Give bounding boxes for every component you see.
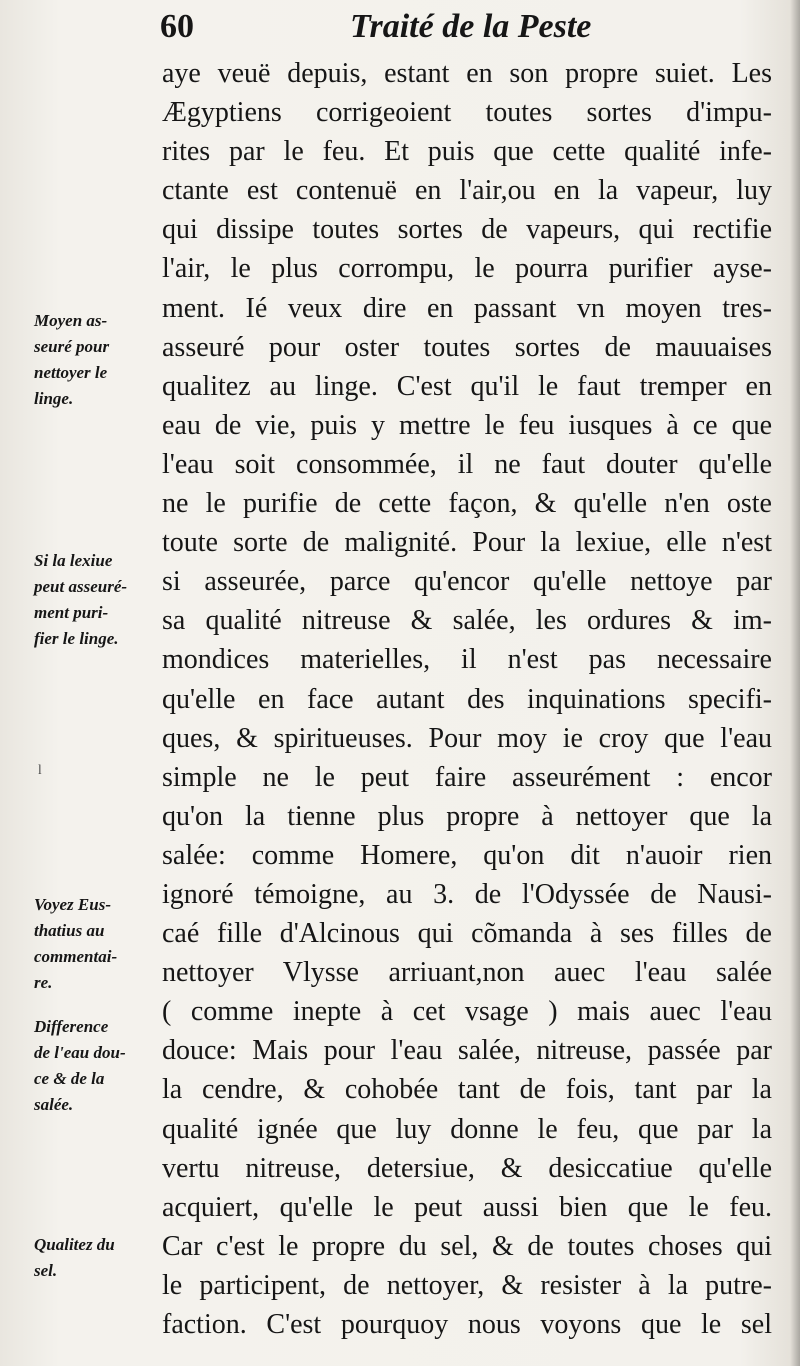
text-line: ment. Ié veux dire en passant vn moyen tres- xyxy=(162,292,772,324)
text-line: qu'elle en face autant des inquinations specifi- xyxy=(162,683,772,715)
text-line: la cendre, & cohobée tant de fois, tant par la xyxy=(162,1074,772,1106)
text-line: simple ne le peut faire asseurément : encor xyxy=(162,761,772,793)
text-line: mondices materielles, il n'est pas necessaire xyxy=(162,644,772,676)
text-line: si asseurée, parce qu'encor qu'elle nettoye par xyxy=(162,566,772,598)
text-line: toute sorte de malignité. Pour la lexiue, elle n'est xyxy=(162,527,772,559)
margin-note-difference: Difference de l'eau dou- ce & de la salée. xyxy=(34,1017,126,1114)
text-line: qu'on la tienne plus propre à nettoyer que la xyxy=(162,800,772,832)
text-line: sa qualité nitreuse & salée, les ordures & im- xyxy=(162,605,772,637)
text-line: ctante est contenuë en l'air,ou en la vapeur, luy xyxy=(162,175,772,207)
text-line: qui dissipe toutes sortes de vapeurs, qui rectifie xyxy=(162,214,772,246)
page-number: 60 xyxy=(160,8,194,45)
margin-note-eusthatius: Voyez Eus- thatius au commentai- re. xyxy=(34,895,118,992)
ink-mark: ˡ xyxy=(38,760,42,785)
text-line: Ægyptiens corrigeoient toutes sortes d'impu- xyxy=(162,97,772,129)
margin-note-lexiue: Si la lexiue peut asseuré- ment puri- fier le linge. xyxy=(34,551,128,648)
text-line: faction. C'est pourquoy nous voyons que le sel xyxy=(162,1309,772,1340)
text-line: l'air, le plus corrompu, le pourra purifier ayse- xyxy=(162,253,772,285)
text-line: ne le purifie de cette façon, & qu'elle n'en oste xyxy=(162,488,772,520)
page-header xyxy=(160,8,760,52)
text-line: qualité ignée que luy donne le feu, que par la xyxy=(162,1113,772,1145)
text-line: l'eau soit consommée, il ne faut douter qu'elle xyxy=(162,448,772,480)
body-text xyxy=(162,54,772,1344)
text-line: acquiert, qu'elle le peut aussi bien que le feu. xyxy=(162,1191,772,1223)
text-line: ignoré témoigne, au 3. de l'Odyssée de Nausi- xyxy=(162,878,772,910)
text-line: salée: comme Homere, qu'on dit n'auoir rien xyxy=(162,839,772,871)
running-title: Traité de la Peste xyxy=(350,8,592,45)
text-line: ( comme inepte à cet vsage ) mais auec l'eau xyxy=(162,996,772,1028)
text-line: aye veuë depuis, estant en son propre suiet. Les xyxy=(162,58,772,89)
text-line: nettoyer Vlysse arriuant,non auec l'eau salée xyxy=(162,957,772,989)
text-line: le participent, de nettoyer, & resister à la putre- xyxy=(162,1269,772,1301)
text-line: vertu nitreuse, detersiue, & desiccatiue qu'elle xyxy=(162,1152,772,1184)
text-line: eau de vie, puis y mettre le feu iusques à ce que xyxy=(162,409,772,441)
text-line: douce: Mais pour l'eau salée, nitreuse, passée par xyxy=(162,1035,772,1067)
text-line: asseuré pour oster toutes sortes de mauuaises xyxy=(162,331,772,363)
text-line: caé fille d'Alcinous qui cõmanda à ses filles de xyxy=(162,918,772,950)
page-edge-shadow xyxy=(790,0,800,1366)
text-line: qualitez au linge. C'est qu'il le faut tremper en xyxy=(162,370,772,402)
margin-note-qualitez: Qualitez du sel. xyxy=(34,1235,115,1280)
margin-note-moyen: Moyen as- seuré pour nettoyer le linge. xyxy=(34,311,110,408)
text-line: ques, & spiritueuses. Pour moy ie croy que l'eau xyxy=(162,722,772,754)
text-line: Car c'est le propre du sel, & de toutes choses qui xyxy=(162,1230,772,1262)
text-line: rites par le feu. Et puis que cette qualité infe- xyxy=(162,136,772,168)
